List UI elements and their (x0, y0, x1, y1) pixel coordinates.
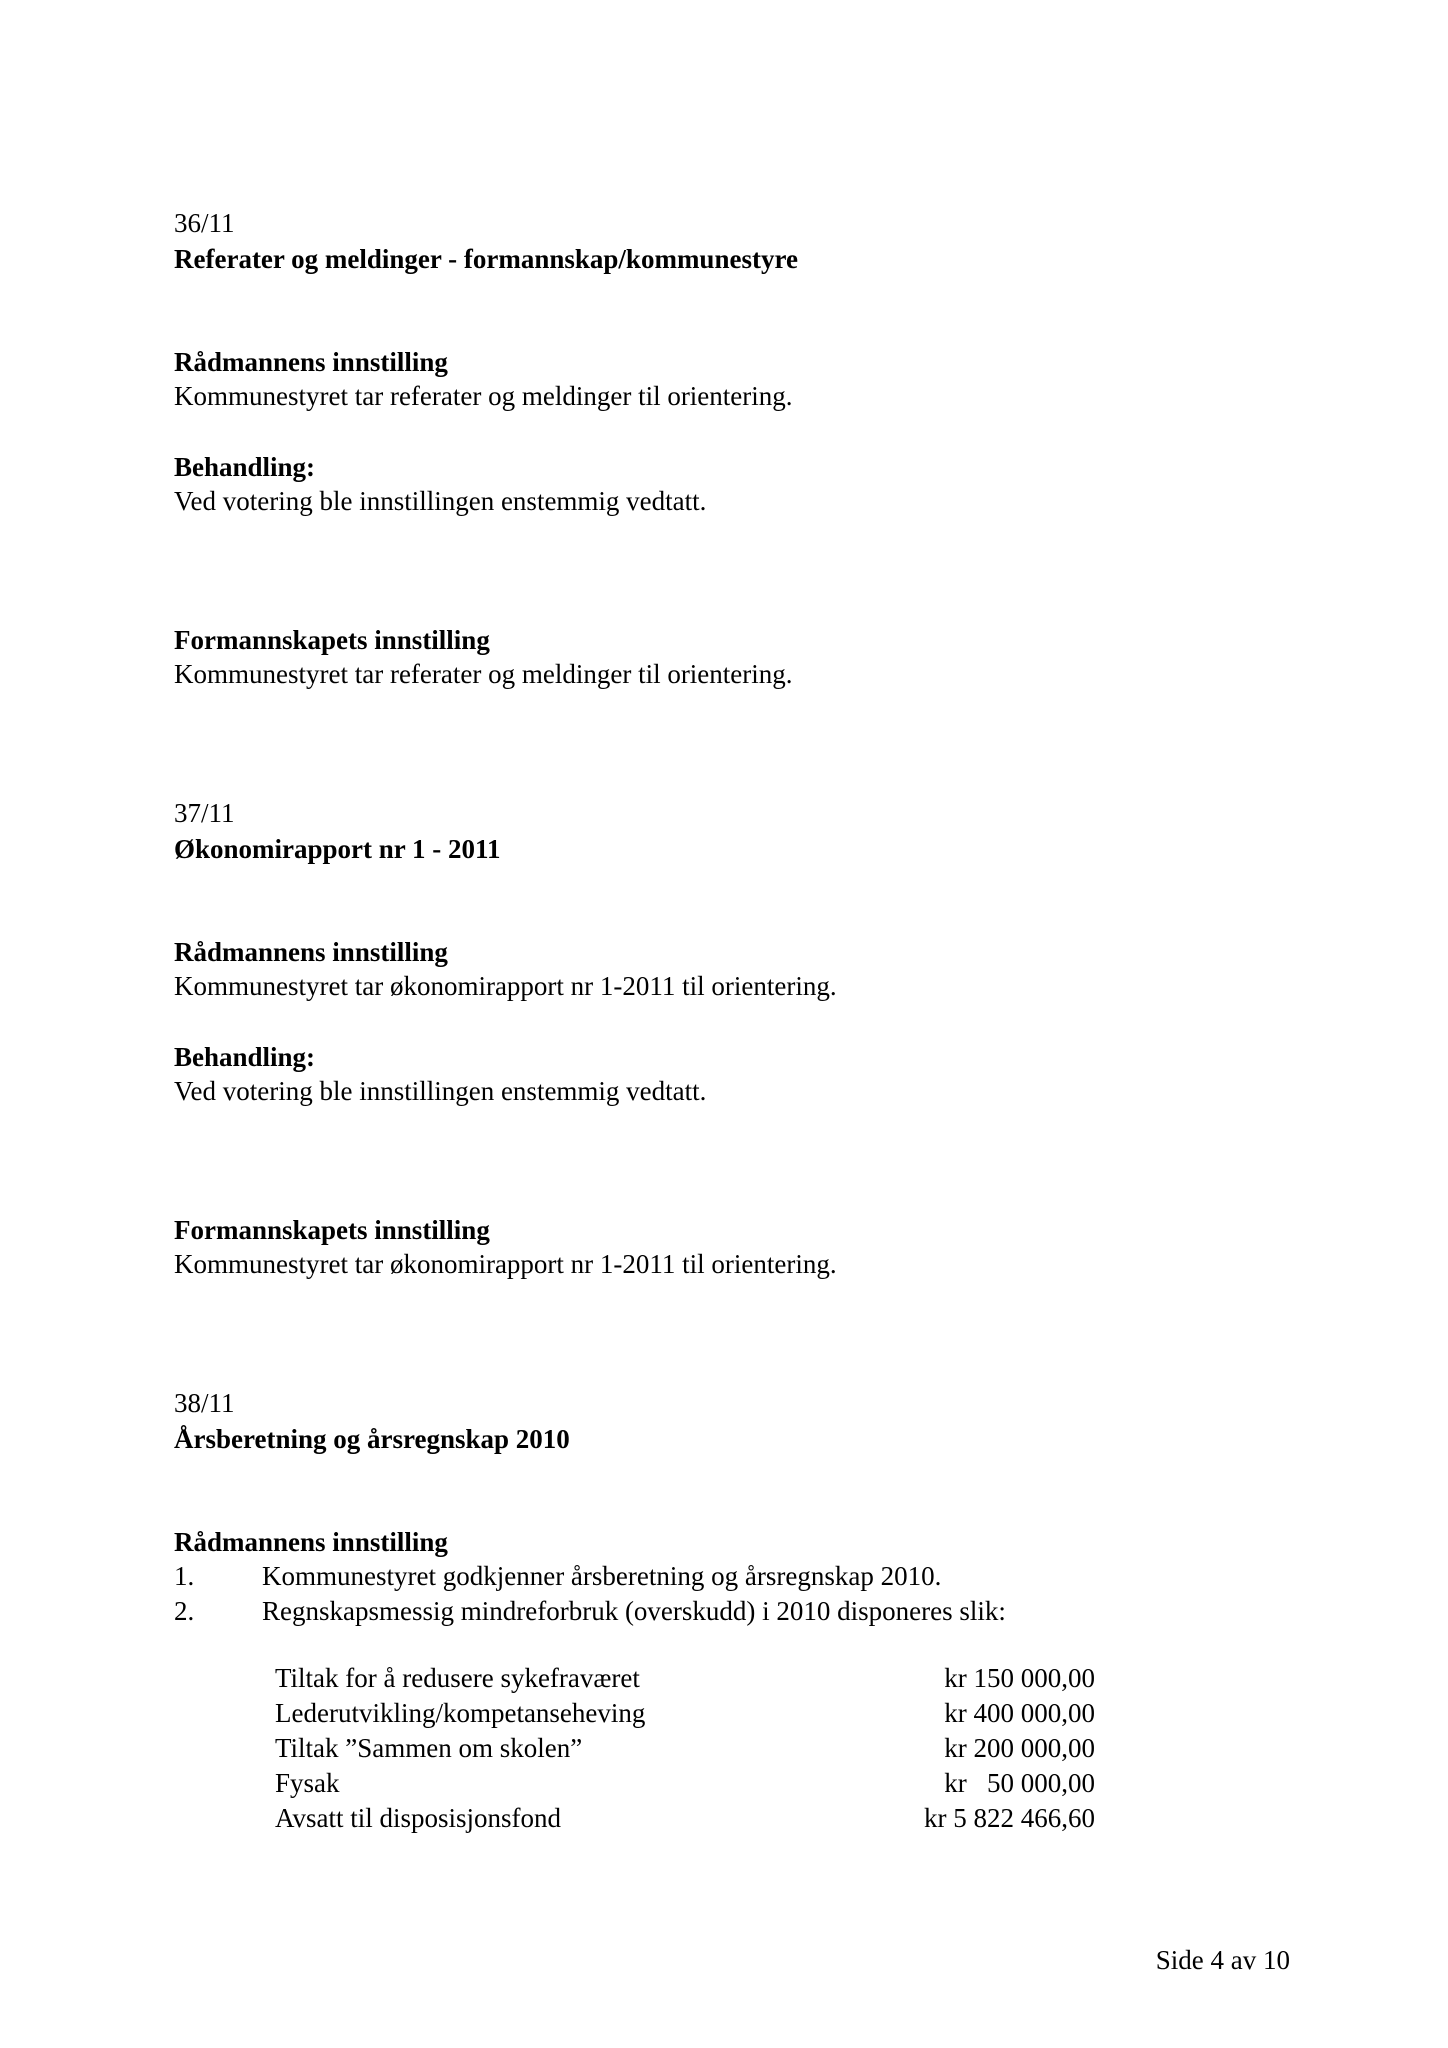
case-number: 36/11 (174, 208, 235, 238)
list-item-text: Kommunestyret godkjenner årsberetning og årsregnskap 2010. (262, 1561, 942, 1591)
allocation-row (275, 1801, 1095, 1836)
allocation-row (275, 1661, 1095, 1696)
case-title: Økonomirapport nr 1 - 2011 (174, 834, 501, 864)
allocation-label: Tiltak for å redusere sykefraværet (275, 1663, 640, 1693)
allocation-label: Avsatt til disposisjonsfond (275, 1803, 562, 1833)
formannskap-heading: Formannskapets innstilling (174, 625, 490, 655)
allocation-label: Lederutvikling/kompetanseheving (275, 1698, 646, 1728)
allocation-amount: kr 400 000,00 (944, 1698, 1095, 1728)
page-number: Side 4 av 10 (1155, 1945, 1290, 1975)
behandling-heading: Behandling: (174, 452, 316, 482)
list-item-text: Regnskapsmessig mindreforbruk (overskudd) i 2010 disponeres slik: (262, 1596, 1006, 1626)
allocation-amount: kr 200 000,00 (944, 1733, 1095, 1763)
list-item-number: 2. (174, 1596, 195, 1626)
case-number: 38/11 (174, 1388, 235, 1418)
allocation-amount: kr 50 000,00 (944, 1768, 1095, 1798)
behandling-text: Ved votering ble innstillingen enstemmig vedtatt. (174, 1076, 707, 1106)
formannskap-text: Kommunestyret tar økonomirapport nr 1-2011 til orientering. (174, 1249, 837, 1279)
allocation-amount: kr 5 822 466,60 (924, 1803, 1095, 1833)
allocation-amount: kr 150 000,00 (944, 1663, 1095, 1693)
allocation-row (275, 1731, 1095, 1766)
behandling-text: Ved votering ble innstillingen enstemmig vedtatt. (174, 486, 707, 516)
behandling-heading: Behandling: (174, 1042, 316, 1072)
allocation-table (275, 1661, 1095, 1836)
case-number: 37/11 (174, 798, 235, 828)
radmann-text: Kommunestyret tar referater og meldinger til orientering. (174, 381, 793, 411)
formannskap-text: Kommunestyret tar referater og meldinger til orientering. (174, 659, 793, 689)
radmann-text: Kommunestyret tar økonomirapport nr 1-2011 til orientering. (174, 971, 837, 1001)
allocation-label: Fysak (275, 1768, 340, 1798)
radmann-heading: Rådmannens innstilling (174, 347, 448, 377)
radmann-heading: Rådmannens innstilling (174, 937, 448, 967)
list-item-number: 1. (174, 1561, 195, 1591)
case-title: Årsberetning og årsregnskap 2010 (174, 1424, 570, 1454)
radmann-heading: Rådmannens innstilling (174, 1527, 448, 1557)
formannskap-heading: Formannskapets innstilling (174, 1215, 490, 1245)
allocation-label: Tiltak ”Sammen om skolen” (275, 1733, 583, 1763)
allocation-row (275, 1766, 1095, 1801)
allocation-row (275, 1696, 1095, 1731)
case-title: Referater og meldinger - formannskap/kommunestyre (174, 244, 798, 274)
